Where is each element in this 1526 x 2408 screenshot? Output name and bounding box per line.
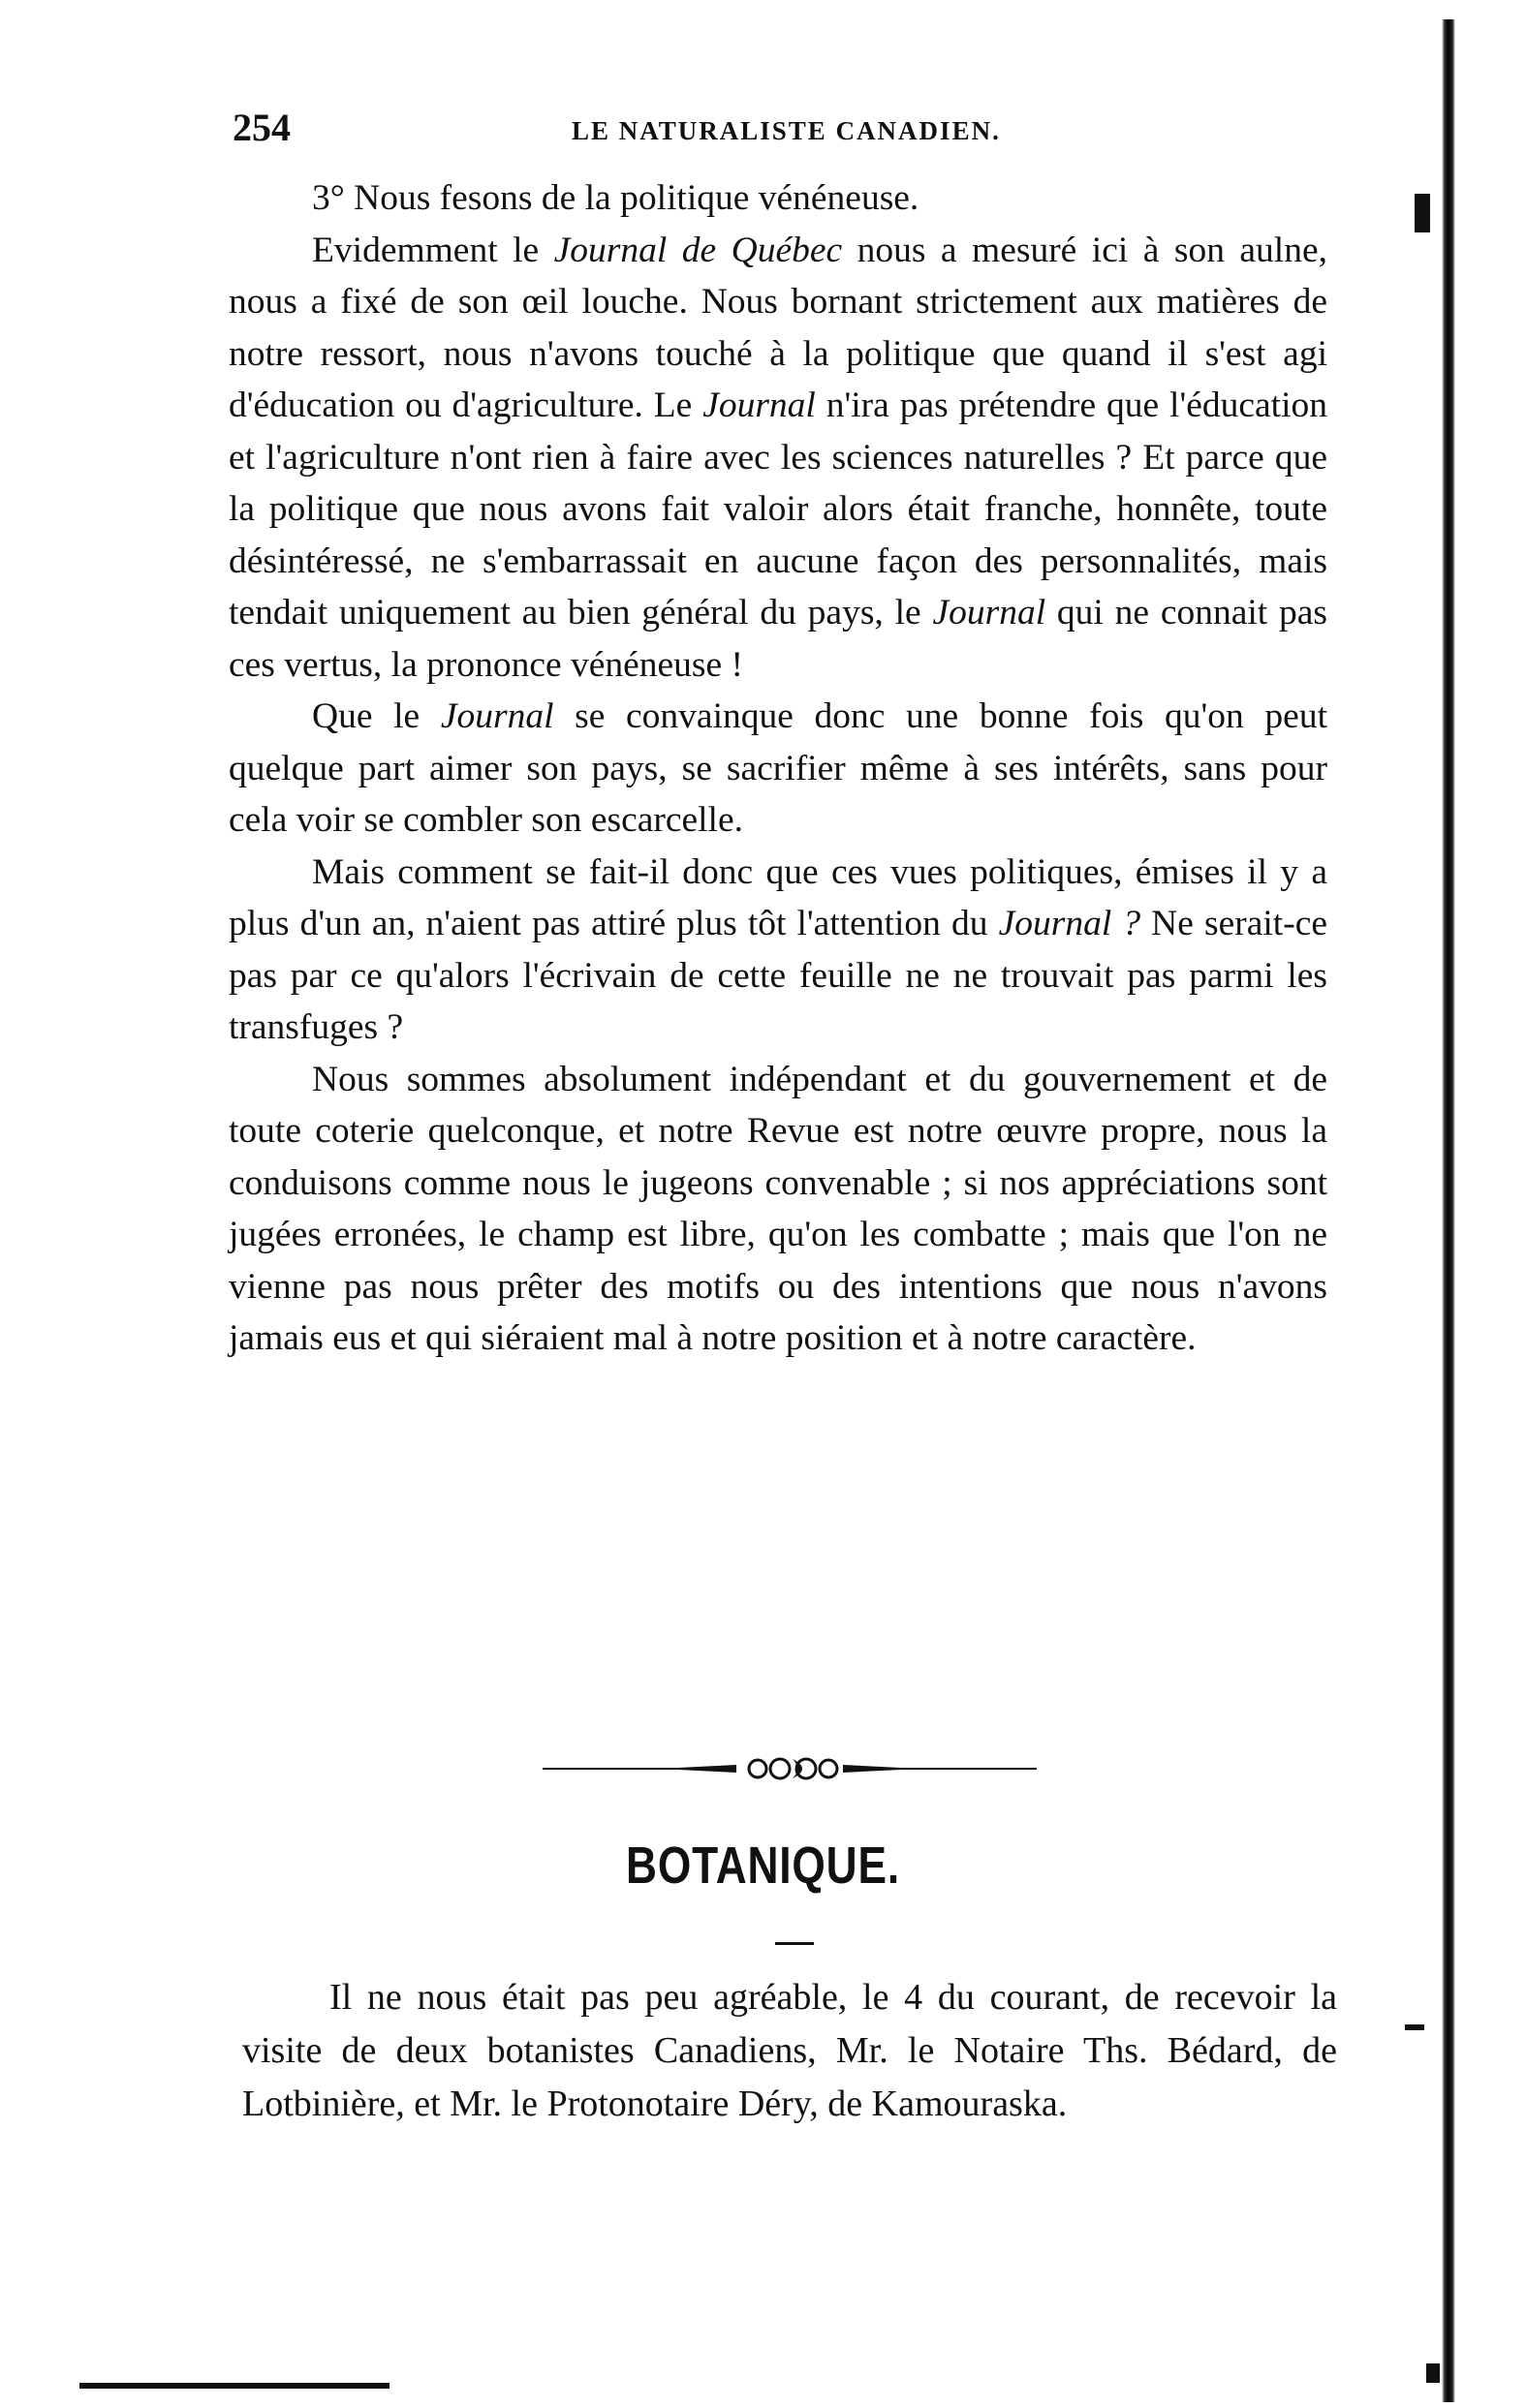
text-run: 3° Nous fesons de la politique vénéneuse.	[312, 178, 919, 218]
article-body	[229, 172, 1327, 1365]
italic-title: Journal de Québec	[553, 230, 843, 270]
edge-mark	[1405, 2024, 1424, 2030]
title-rule	[775, 1942, 814, 1945]
italic-title: Journal ?	[998, 904, 1141, 943]
text-run: Mais comment se fait-il donc que ces vues politiques, émises il y a plus d'un an, n'aient pas attiré plus tôt l'attention du	[229, 851, 1327, 943]
bottom-rule	[79, 2383, 389, 2389]
botanique-paragraph: Il ne nous était pas peu agréable, le 4 du courant, de recevoir la visite de deux botanistes Canadiens, Mr. le Notaire Ths. Bédard, de Lotbinière, et Mr. le Protonotaire Déry, de Kamouraska.	[242, 1977, 1337, 2124]
italic-title: Journal	[440, 696, 554, 736]
running-title: LE NATURALISTE CANADIEN.	[572, 116, 1001, 145]
italic-title: Journal	[932, 593, 1046, 633]
text-run: nous a mesuré ici à son aulne, nous a fixé de son œil louche. Nous bornant strictement aux matières de notre ressort, nous n'avons touché à la politique que quand il s'est agi d'éducation ou d'agriculture. Le	[229, 230, 1327, 425]
article-paragraph	[229, 172, 1327, 225]
page-header	[233, 105, 1356, 163]
botanique-body	[242, 1971, 1337, 2131]
text-run: Ne serait-ce pas par ce qu'alors l'écrivain de cette feuille ne ne trouvait pas parmi les transfuges ?	[229, 904, 1327, 1047]
page-number: 254	[233, 106, 291, 149]
binding-edge	[1442, 19, 1455, 2402]
article-paragraph	[229, 1054, 1327, 1365]
text-run: Nous sommes absolument indépendant et du gouvernement et de toute coterie quelconque, et notre Revue est notre œuvre propre, nous la conduisons comme nous le jugeons convenable ; si nos appréciations sont jugées erronées, le champ est libre, qu'on les combatte ; mais que l'on ne vienne pas nous prêter des motifs ou des intentions que nous n'avons jamais eus et qui siéraient mal à notre position et à notre caractère.	[229, 1059, 1327, 1358]
text-run: Que le	[312, 696, 441, 736]
edge-mark	[1415, 194, 1430, 232]
article-paragraph	[229, 847, 1327, 1054]
section-title: BOTANIQUE.	[626, 1837, 900, 1895]
article-paragraph	[229, 691, 1327, 847]
text-run: n'ira pas prétendre que l'éducation et l'agriculture n'ont rien à faire avec les sciences naturelles ? Et parce que la politique que nous avons fait valoir alors était franche, honnête, toute désintéressé, ne s'embarrassait en aucune façon des personnalités, mais tendait uniquement au bien général du pays, le	[229, 386, 1328, 633]
article-paragraph	[229, 225, 1327, 692]
text-run: qui ne connait pas ces vertus, la prononce vénéneuse !	[229, 593, 1327, 685]
edge-mark	[1426, 2363, 1440, 2383]
ornament-divider-icon	[543, 1751, 1037, 1786]
text-run: se convainque donc une bonne fois qu'on peut quelque part aimer son pays, se sacrifier même à ses intérêts, sans pour cela voir se combler son escarcelle.	[229, 696, 1327, 840]
italic-title: Journal	[702, 386, 816, 425]
text-run: Evidemment le	[312, 230, 554, 270]
